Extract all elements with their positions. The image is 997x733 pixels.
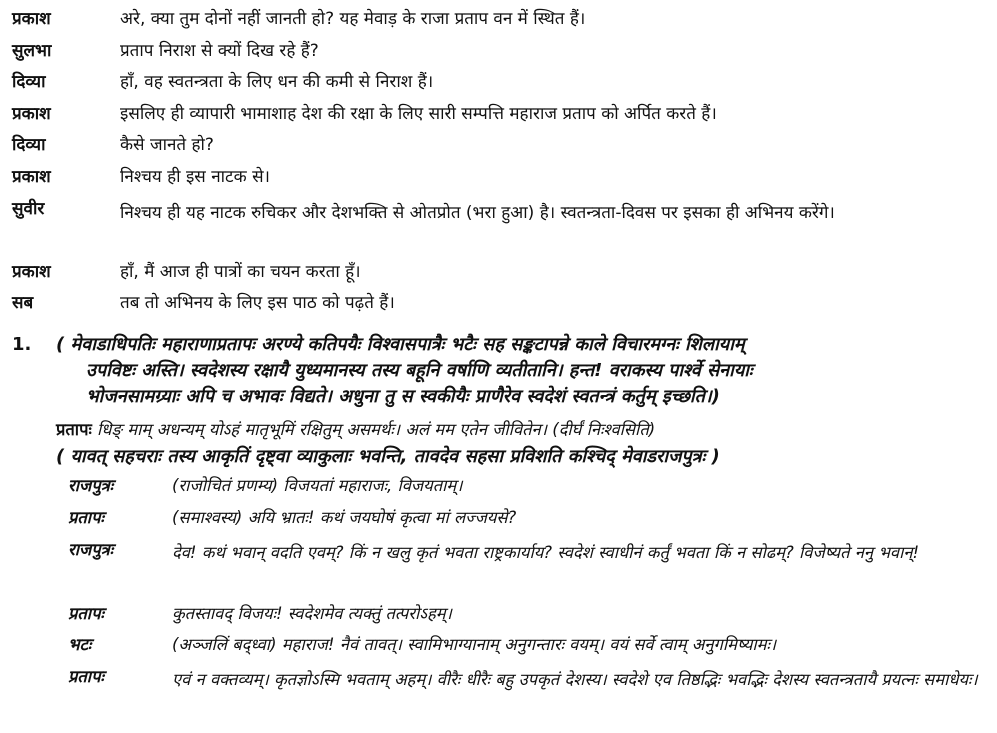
- speaker-name: प्रतापः: [56, 420, 92, 439]
- speaker-name: प्रतापः: [68, 604, 104, 623]
- speaker-name: प्रकाश: [12, 167, 51, 187]
- dialogue-text: एवं न वक्तव्यम्। कृतज्ञोऽस्मि भवताम् अहम्। वीरैः धीरैः बहु उपकृतं देशस्य। स्वदेशे एव तिष्ठद्भिः भवद्भिः देशस्य स्वतन्त्रतायै प्रयत्नः समाधेयः।: [172, 670, 978, 689]
- dialogue-text: (राजोचितं प्रणम्य) विजयतां महाराजः, विजयताम्।: [172, 476, 463, 495]
- stage-direction: ( यावत् सहचराः तस्य आकृतिं दृष्ट्वा व्याकुलाः भवन्ति, तावदेव सहसा प्रविशति कश्चिद् मेवाडराजपुत्रः ): [56, 446, 720, 467]
- dialogue-text: (समाश्वस्य) अयि भ्रातः! कथं जयघोषं कृत्वा मां लज्जयसे?: [172, 508, 517, 527]
- speaker-name: प्रतापः: [68, 667, 104, 686]
- pratap-line: [56, 418, 655, 442]
- dialogue-text: इसलिए ही व्यापारी भामाशाह देश की रक्षा के लिए सारी सम्पत्ति महाराज प्रताप को अर्पित करते हैं।: [120, 104, 717, 124]
- intro-line: उपविष्टः अस्ति। स्वदेशस्य रक्षायै युध्यमानस्य तस्य बहूनि वर्षाणि व्यतीतानि। हन्त! वराकस्य पार्श्वे सेनायाः: [86, 360, 753, 381]
- intro-line: भोजनसामग्र्याः अपि च अभावः विद्यते। अधुना तु स स्वकीयैः प्राणैरेव स्वदेशं स्वतन्त्रं कर्तुम् इच्छति।): [86, 386, 720, 407]
- speaker-name: दिव्या: [12, 135, 46, 155]
- speaker-name: सुलभा: [12, 41, 52, 61]
- dialogue-text: हाँ, मैं आज ही पात्रों का चयन करता हूँ।: [120, 262, 361, 282]
- dialogue-text: प्रताप निराश से क्यों दिख रहे हैं?: [120, 41, 319, 61]
- dialogue-text: हाँ, वह स्वतन्त्रता के लिए धन की कमी से निराश हैं।: [120, 72, 434, 92]
- speaker-name: राजपुत्रः: [68, 476, 114, 495]
- dialogue-text: धिङ् माम् अधन्यम् योऽहं मातृभूमिं रक्षितुम् असमर्थः। अलं मम एतेन जीवितेन। (दीर्घं निःश्वसिति): [97, 420, 656, 439]
- dialogue-text: (अञ्जलिं बद्ध्वा) महाराज! नैवं तावत्। स्वामिभाग्यानाम् अनुगन्तारः वयम्। वयं सर्वे त्वाम् अनुगमिष्यामः।: [172, 635, 777, 654]
- speaker-name: भटः: [68, 635, 92, 654]
- speaker-name: सब: [12, 293, 34, 313]
- dialogue-text: निश्चय ही इस नाटक से।: [120, 167, 270, 187]
- dialogue-text: अरे, क्या तुम दोनों नहीं जानती हो? यह मेवाड़ के राजा प्रताप वन में स्थित हैं।: [120, 9, 586, 29]
- dialogue-text: देव! कथं भवान् वदति एवम्? किं न खलु कृतं भवता राष्ट्रकार्याय? स्वदेशं स्वाधीनं कर्तुं भवता किं न सोढम्? विजेष्यते ननु भवान्!: [172, 543, 920, 562]
- intro-stage-direction: [56, 332, 986, 410]
- speaker-name: दिव्या: [12, 72, 46, 92]
- speaker-name: प्रकाश: [12, 262, 51, 282]
- dialogue-text: निश्चय ही यह नाटक रुचिकर और देशभक्ति से ओतप्रोत (भरा हुआ) है। स्वतन्त्रता-दिवस पर इसका ही अभिनय करेंगे।: [120, 203, 835, 223]
- speaker-name: राजपुत्रः: [68, 540, 114, 559]
- speaker-name: सुवीर: [12, 199, 45, 219]
- dialogue-text: तब तो अभिनय के लिए इस पाठ को पढ़ते हैं।: [120, 293, 395, 313]
- dialogue-text: कुतस्तावद् विजयः! स्वदेशमेव त्यक्तुं तत्परोऽहम्।: [172, 604, 452, 623]
- intro-line: ( मेवाडाधिपतिः महाराणाप्रतापः अरण्ये कतिपयैः विश्वासपात्रैः भटैः सह सङ्कटापन्ने काले विचारमग्नः शिलायाम्: [56, 334, 745, 355]
- speaker-name: प्रकाश: [12, 9, 51, 29]
- section-number: 1.: [12, 334, 32, 355]
- dialogue-text: कैसे जानते हो?: [120, 135, 214, 155]
- speaker-name: प्रकाश: [12, 104, 51, 124]
- speaker-name: प्रतापः: [68, 508, 104, 527]
